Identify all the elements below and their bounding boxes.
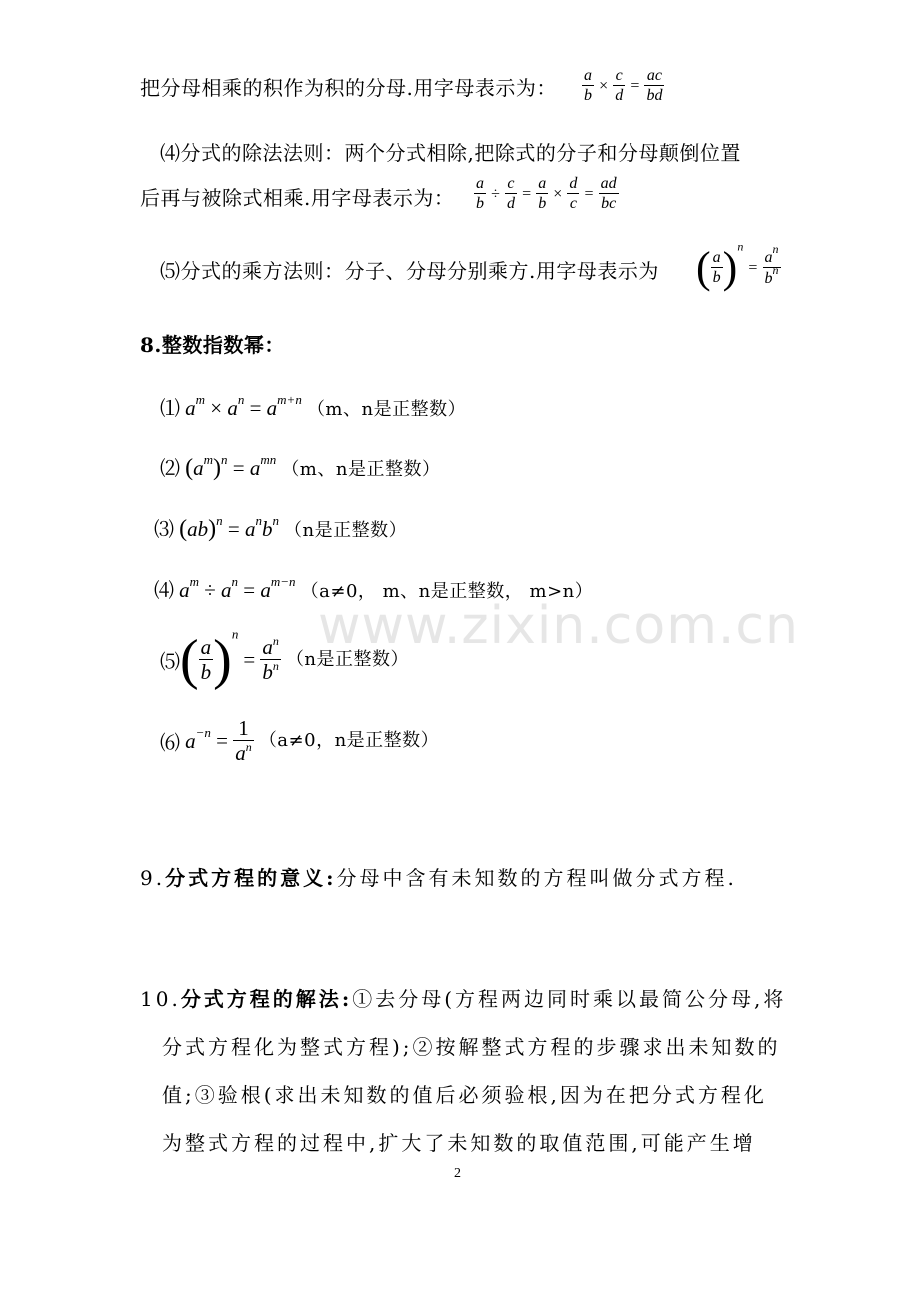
section10-line1: 10.分式方程的解法:①去分母(方程两边同时乘以最简公分母,将 — [140, 987, 787, 1011]
page-number: 2 — [454, 1166, 461, 1181]
exp-rule-4: ⑷ $a^m \div a^n = a^{m-n}$ （a≠0， m、n是正整数， m>n） — [154, 574, 594, 602]
pow-formula: ( $\frac{a}{b}$ )$^n$ = $\frac{a^n}{b^n}$ — [696, 239, 779, 292]
exp-rule-2: ⑵ $(a^m)^n = a^{mn}$ （m、n是正整数） — [160, 452, 441, 481]
section9: 9.分式方程的意义:分母中含有未知数的方程叫做分式方程. — [140, 866, 737, 890]
mult-rule-text: 把分母相乘的积作为积的分母.用字母表示为： — [140, 76, 557, 100]
section10-line4: 为整式方程的过程中,扩大了未知数的取值范围,可能产生增 — [162, 1131, 756, 1155]
div-rule-line1: ⑷分式的除法法则：两个分式相除,把除式的分子和分母颠倒位置 — [160, 141, 741, 165]
section8-heading: 8.整数指数幂： — [140, 333, 285, 357]
exp-rule-5: ⑸( $\frac{a}{b}$ )$^n$ = $\frac{a^n}{b^n}$ （n是正整数） — [160, 626, 410, 691]
exp-rule-1: ⑴ $a^m \times a^n = a^{m+n}$ （m、n是正整数） — [160, 392, 467, 420]
section10-line3: 值;③验根(求出未知数的值后必须验根,因为在把分式方程化 — [162, 1083, 767, 1107]
watermark: www.zixin.com.cn — [318, 596, 799, 656]
pow-rule-text: ⑸分式的乘方法则：分子、分母分别乘方.用字母表示为 — [160, 259, 659, 283]
exp-rule-6: ⑹ $a^{-n}$ = $\frac{1}{a^n}$ （a≠0，n是正整数） — [160, 716, 440, 765]
section10-line2: 分式方程化为整式方程);②按解整式方程的步骤求出未知数的 — [162, 1035, 781, 1059]
div-formula: $\frac{a}{b}$ ÷ $\frac{c}{d}$ = $\frac{a}{b}$ × $\frac{d}{c}$ = $\frac{ad}{bc}$ — [476, 175, 617, 212]
div-rule-line2: 后再与被除式相乘.用字母表示为： — [140, 186, 455, 210]
mult-formula: $\frac{a}{b}$ × $\frac{c}{d}$ = $\frac{ac}{bd}$ — [584, 67, 663, 104]
exp-rule-3: ⑶ $(ab)^n = a^nb^n$ （n是正整数） — [154, 513, 408, 542]
